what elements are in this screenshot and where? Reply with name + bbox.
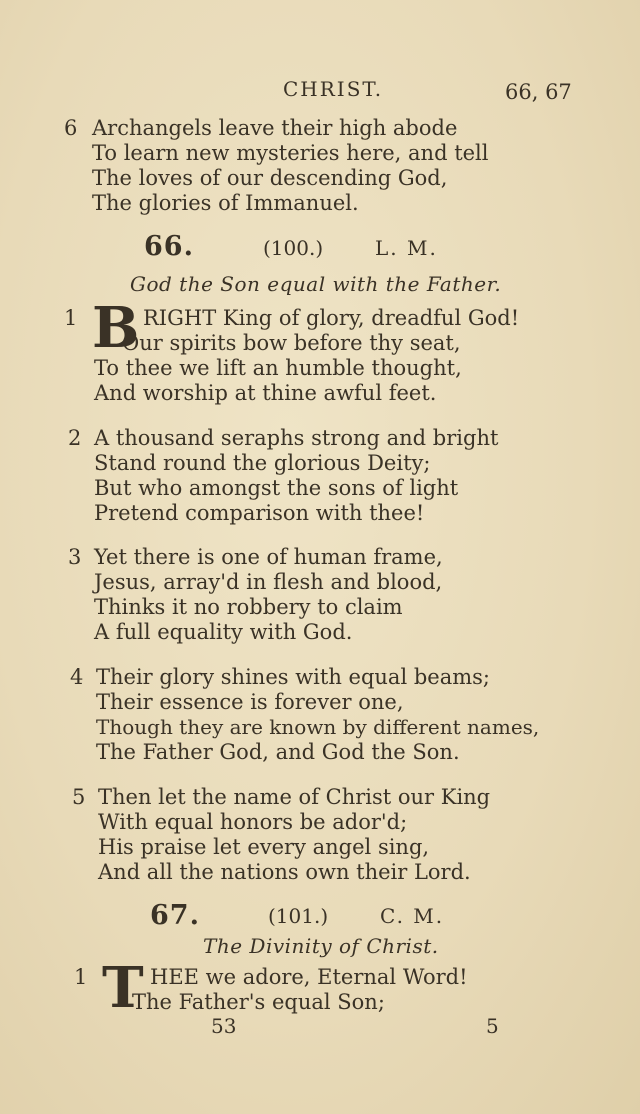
verse-line: To learn new mysteries here, and tell: [92, 141, 489, 165]
signature-mark: 5: [486, 1014, 499, 1038]
hymn-number: 67.: [150, 900, 200, 931]
verse-line: Though they are known by different names,: [96, 715, 540, 739]
verse-line: The loves of our descending God,: [92, 166, 448, 190]
verse-line: Yet there is one of human frame,: [94, 545, 443, 569]
running-header-hymn-numbers: 66, 67: [505, 80, 572, 104]
verse-line: But who amongst the sons of light: [94, 476, 459, 500]
drop-cap: B: [92, 295, 140, 361]
verse-line: Then let the name of Christ our King: [98, 785, 491, 809]
hymn-number: 66.: [144, 231, 194, 262]
drop-cap: T: [102, 955, 144, 1021]
hymn-title: The Divinity of Christ.: [203, 934, 439, 958]
verse-line: Their glory shines with equal beams;: [96, 665, 490, 689]
stanza-number: 1: [74, 965, 88, 989]
running-header-title: CHRIST.: [283, 77, 384, 101]
hymn-meter: L. M.: [375, 236, 438, 260]
verse-line: To thee we lift an humble thought,: [94, 356, 462, 380]
verse-line: Archangels leave their high abode: [92, 116, 458, 140]
verse-line: RIGHT King of glory, dreadful God!: [143, 306, 520, 330]
verse-line: The Father's equal Son;: [132, 990, 385, 1014]
page-number: 53: [211, 1014, 237, 1038]
stanza-number: 5: [72, 785, 86, 809]
verse-line: With equal honors be ador'd;: [98, 810, 408, 834]
stanza-number: 1: [64, 306, 78, 330]
verse-line: The glories of Immanuel.: [92, 191, 359, 215]
stanza-number: 3: [68, 545, 82, 569]
stanza-number: 6: [64, 116, 78, 140]
verse-line: The Father God, and God the Son.: [96, 740, 460, 764]
verse-line: And worship at thine awful feet.: [94, 381, 437, 405]
verse-line: Jesus, array'd in flesh and blood,: [94, 570, 443, 594]
verse-line: A thousand seraphs strong and bright: [94, 426, 499, 450]
stanza-number: 4: [70, 665, 84, 689]
verse-line: A full equality with God.: [94, 620, 353, 644]
verse-line: HEE we adore, Eternal Word!: [150, 965, 468, 989]
verse-line: And all the nations own their Lord.: [98, 860, 471, 884]
verse-line: Thinks it no robbery to claim: [94, 595, 403, 619]
verse-line: Our spirits bow before thy seat,: [122, 331, 461, 355]
hymn-meter: C. M.: [380, 904, 445, 928]
verse-line: His praise let every angel sing,: [98, 835, 430, 859]
hymn-reference: (100.): [263, 236, 324, 260]
hymn-title: God the Son equal with the Father.: [130, 272, 502, 296]
stanza-number: 2: [68, 426, 82, 450]
verse-line: Stand round the glorious Deity;: [94, 451, 431, 475]
hymn-reference: (101.): [268, 904, 329, 928]
verse-line: Their essence is forever one,: [96, 690, 404, 714]
verse-line: Pretend comparison with thee!: [94, 501, 425, 525]
